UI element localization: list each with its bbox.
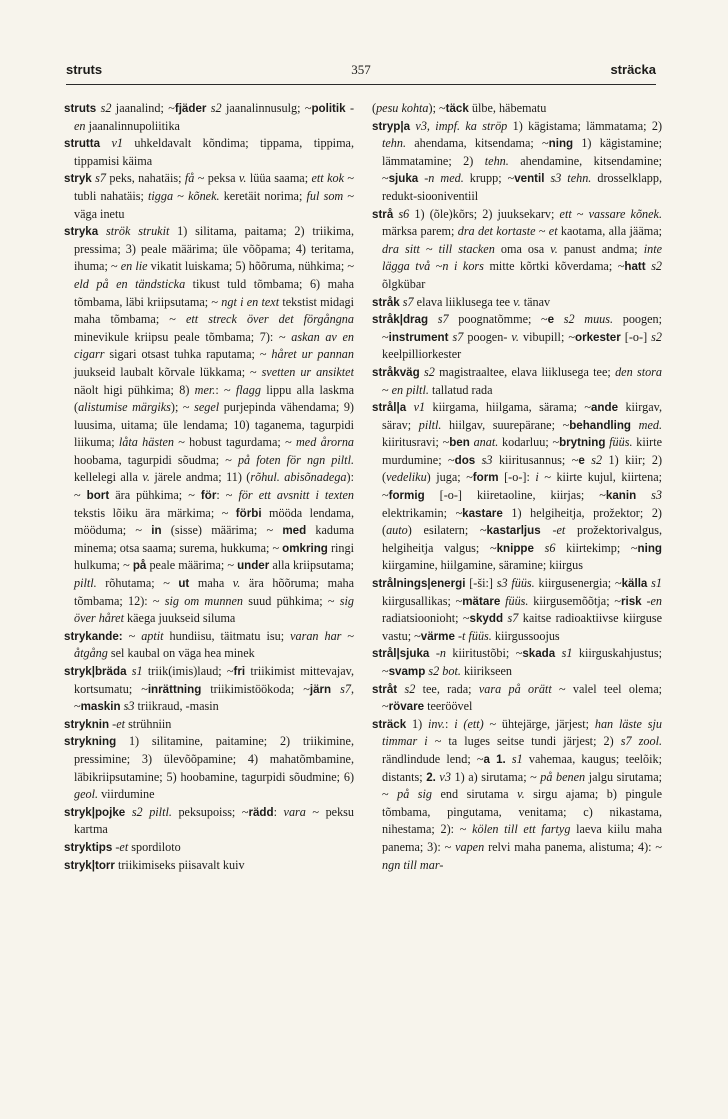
- dictionary-entry: sträck 1) inv.: i (ett) ~ ühtejärge, järjest; han läste sju timmar i ~ ta luges seitse tundi järjest; 2) s7 zool. rändlindude lend; ~a 1. s1 vahemaa, kaugus; teelõik; distants; 2. v3 1) a) sirutama; ~ på benen jalgu sirutama; ~ på sig end sirutama v. sirgu ajama; b) pingule tõmbama, pingutama, venitama; c) nikastama, nihestama; 2): ~ kölen till ett fartyg laeva kiilu maha panema; 3): ~ vapen relvi maha panema, alistuma; 4): ~ ngn till mar-: [372, 716, 662, 872]
- header-rule: [66, 84, 656, 85]
- dictionary-entry: stråkväg s2 magistraaltee, elava liiklusega tee; den stora ~ en piltl. tallatud rada: [372, 364, 662, 397]
- dictionary-entry: stryk|bräda s1 triik(imis)laud; ~fri triikimist mittevajav, kortsumatu; ~inrättning triikimistöökoda; ~järn s7, ~maskin s3 triikraud, -masin: [64, 664, 354, 714]
- dictionary-entry: stryk s7 peks, nahatäis; få ~ peksa v. lüüa saama; ett kok ~ tubli nahatäis; tigga ~ kõnek. keretäit norima; ful som ~ väga inetu: [64, 171, 354, 221]
- left-column: [64, 100, 354, 1100]
- page-number: 357: [351, 62, 371, 77]
- dictionary-entry: strålnings|energi [-ši:] s3 füüs. kiirgusenergia; ~källa s1 kiirgusallikas; ~mätare füüs. kiirgusemõõtja; ~risk -en radiatsioonioht; ~skydd s7 kaitse radioaktiivse kiirguse vastu; ~värme -t füüs. kiirgussoojus: [372, 576, 662, 643]
- dictionary-entry: stråk s7 elava liiklusega tee v. tänav: [372, 294, 551, 309]
- dictionary-entry: strål|sjuka -n kiiritustõbi; ~skada s1 kiirguskahjustus; ~svamp s2 bot. kiirikseen: [372, 646, 662, 678]
- dictionary-entry: stryka strök strukit 1) silitama, paitama; 2) triikima, pressima; 3) peale määrima; üle võõpama; 4) teritama, ihuma; ~ en lie vikatit luiskama; 5) hõõruma, nühkima; ~ eld på en tändsticka tikust tuld tõmbama; 6) maha tõmbama, läbi kriipsutama; ~ ngt i en text tekstist midagi maha tõmbama; ~ ett streck över det förgångna minevikule kriipsu peale tõmbama; 7): ~ askan av en cigarr sigari otsast tuhka raputama; ~ håret ur pannan juukseid laubalt kõrvale lükkama; ~ svetten ur ansiktet näolt higi pühkima; 8) mer.: ~ flagg lippu alla laskma (alistumise märgiks); ~ segel purjepinda vähendama; 9) luusima, uitama; üle lendama; 10) taganema, tagurpidi liikuma; låta hästen ~ hobust tagurdama; ~ med årorna hoobama, tagurpidi sõudma; ~ på foten för ngn piltl. kellelegi alla v. järele andma; 11) (rõhul. abisõnadega): ~ bort ära pühkima; ~ för: ~ för ett avsnitt i texten tekstis lõiku ära märkima; ~ förbi mööda lendama, mööduma; ~ in (sisse) määrima; ~ med kaduma minema; otsa saama; surema, hukkuma; ~ omkring ringi hulkuma; ~ på peale määrima; ~ under alla kriipsutama; piltl. rõhutama; ~ ut maha v. ära hõõruma; maha tõmbama; 12): ~ sig om munnen suud pühkima; ~ sig över håret käega juukseid siluma: [64, 224, 354, 626]
- dictionary-entry: (pesu kohta); ~täck ülbe, häbematu: [372, 101, 547, 115]
- page-header: [66, 62, 656, 82]
- dictionary-entry: stryk|torr triikimiseks piisavalt kuiv: [64, 857, 245, 872]
- dictionary-entry: struts s2 jaanalind; ~fjäder s2 jaanalinnusulg; ~politik -en jaanalinnupoliitika: [64, 101, 354, 133]
- dictionary-entry: stryk|pojke s2 piltl. peksupoiss; ~rädd: vara ~ peksu kartma: [64, 804, 354, 837]
- dictionary-entry: stryknin -et strühniin: [64, 716, 172, 731]
- dictionary-entry: strål|a v1 kiirgama, hiilgama, särama; ~ande kiirgav, särav; piltl. hiilgav, suurepärane; ~behandling med. kiiritusravi; ~ben anat. kodarluu; ~brytning füüs. kiirte murdumine; ~dos s3 kiiritusannus; ~e s2 1) kiir; 2) (vedeliku) juga; ~form [-o-]: i ~ kiirte kujul, kiirtena; ~formig [-o-] kiiretaoline, kiirjas; ~kanin s3 elektrikamin; ~kastare 1) helgiheitja, prožektor; 2) (auto) esilatern; ~kastarljus -et prožektorivalgus, helgiheitja valgus; ~knippe s6 kiirtekimp; ~ning kiirgamine, hiilgamine, säramine; kiirgus: [372, 400, 662, 573]
- dictionary-entry: stråt s2 tee, rada; vara på orätt ~ valel teel olema; ~rövare teeröövel: [372, 681, 662, 714]
- dictionary-entry: strå s6 1) (õle)kõrs; 2) juuksekarv; ett ~ vassare kõnek. märksa parem; dra det kortaste ~ et kaotama, alla jääma; dra sitt ~ till stacken oma osa v. panust andma; inte lägga två ~n i kors mitte kõrtki kõverdama; ~hatt s2 õlgkübar: [372, 206, 662, 291]
- dictionary-entry: stryktips -et spordiloto: [64, 839, 181, 854]
- dictionary-entry: strykande: ~ aptit hundiisu, täitmatu isu; varan har ~ åtgång sel kaubal on väga hea minek: [64, 628, 354, 661]
- dictionary-entry: strykning 1) silitamine, paitamine; 2) triikimine, pressimine; 3) ülevõõpamine; 4) mahatõmbamine, läbikriipsutamine; 5) hoobamine, tagurpidi sõudmine; 6) geol. viirdumine: [64, 734, 354, 802]
- right-column: [372, 100, 662, 1100]
- guide-word-right: sträcka: [610, 62, 656, 77]
- dictionary-entry: strutta v1 uhkeldavalt kõndima; tippama, tippima, tippamisi käima: [64, 136, 354, 168]
- guide-word-left: struts: [66, 62, 103, 77]
- dictionary-entry: stryp|a v3, impf. ka ströp 1) kägistama; lämmatama; 2) tehn. ahendama, kitsendama; ~ning 1) kägistamine; lämmatamine; 2) tehn. ahendamine, kitsendamine; ~sjuka -n med. krupp; ~ventil s3 tehn. drosselklapp, redukt-siooniventiil: [372, 118, 662, 203]
- text-columns: [64, 100, 662, 1100]
- dictionary-entry: stråk|drag s7 poognatõmme; ~e s2 muus. poogen; ~instrument s7 poogen- v. vibupill; ~orkester [-o-] s2 keelpilliorkester: [372, 312, 662, 362]
